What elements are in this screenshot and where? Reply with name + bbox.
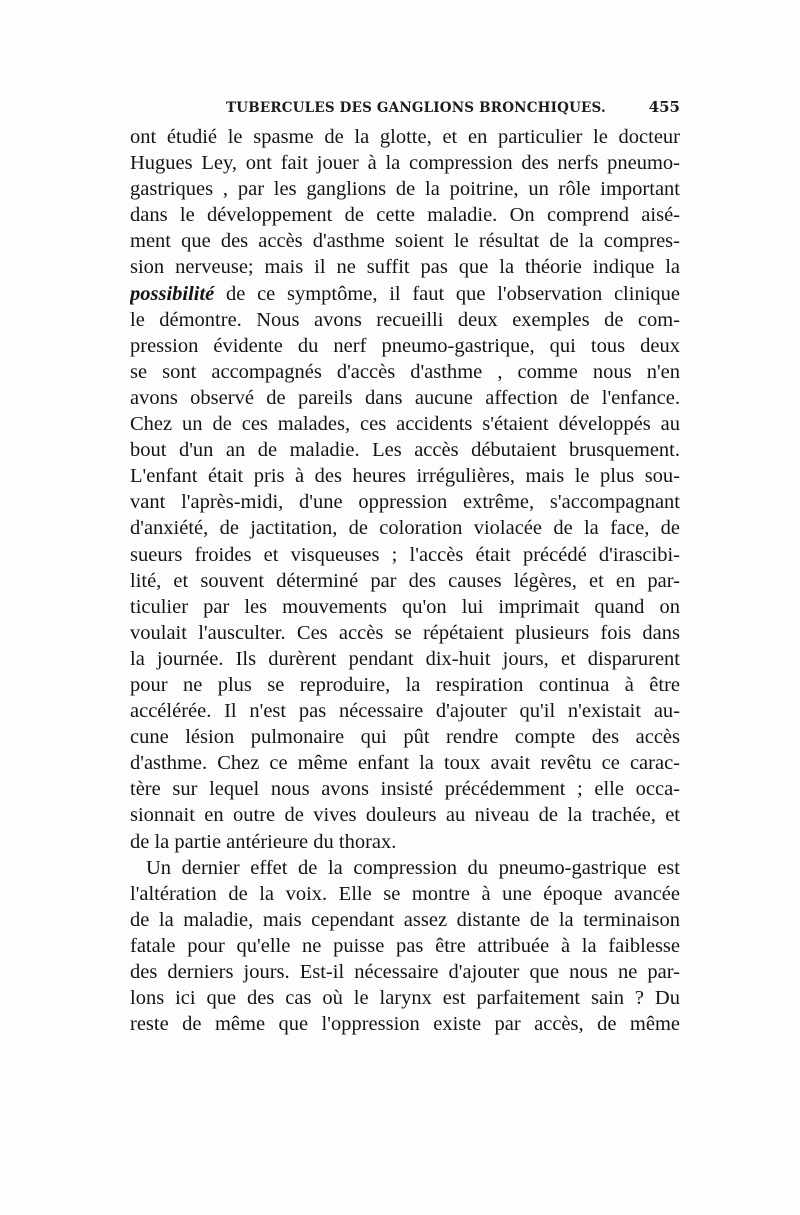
text-line: d'anxiété, de jactitation, de coloration violacée de la face, de <box>130 517 680 540</box>
text-line: cune lésion pulmonaire qui pût rendre compte des accès <box>130 726 680 749</box>
running-head <box>130 96 680 120</box>
text-line <box>130 281 680 307</box>
text-line: bout d'un an de maladie. Les accès débutaient brusquement. <box>130 439 680 462</box>
text-line: sionnait en outre de vives douleurs au niveau de la trachée, et <box>130 804 680 827</box>
text-line: sion nerveuse; mais il ne suffit pas que la théorie indique la <box>130 256 680 279</box>
text-line: des derniers jours. Est-il nécessaire d'ajouter que nous ne par- <box>130 961 680 983</box>
text-line: gastriques , par les ganglions de la poitrine, un rôle important <box>130 178 680 201</box>
text-line: de la maladie, mais cependant assez distante de la terminaison <box>130 908 680 931</box>
text-line: voulait l'ausculter. Ces accès se répétaient plusieurs fois dans <box>130 621 680 644</box>
text-line: reste de même que l'oppression existe par accès, de même <box>130 1013 680 1036</box>
text-line: ment que des accès d'asthme soient le résultat de la compres- <box>130 230 680 253</box>
emphasis-word: possibilité <box>130 282 215 305</box>
text-line: d'asthme. Chez ce même enfant la toux avait revêtu ce carac- <box>130 752 680 775</box>
text-line: Hugues Ley, ont fait jouer à la compression des nerfs pneumo- <box>130 152 680 175</box>
running-head-title: TUBERCULES DES GANGLIONS BRONCHIQUES. <box>226 100 606 116</box>
text-line: lité, et souvent déterminé par des causes légères, et en par- <box>130 569 680 592</box>
text-line: le démontre. Nous avons recueilli deux exemples de com- <box>130 308 680 331</box>
text-line: Un dernier effet de la compression du pneumo-gastrique est <box>146 856 680 879</box>
text-line: fatale pour qu'elle ne puisse pas être attribuée à la faiblesse <box>130 934 680 957</box>
page-number: 455 <box>648 98 680 116</box>
text-line: tère sur lequel nous avons insisté précédemment ; elle occa- <box>130 778 680 801</box>
text-line: Chez un de ces malades, ces accidents s'étaient développés au <box>130 413 680 436</box>
text-line: dans le développement de cette maladie. On comprend aisé- <box>130 204 680 227</box>
text-line: ont étudié le spasme de la glotte, et en particulier le docteur <box>130 126 680 148</box>
text-line-rest: de ce symptôme, il faut que l'observation clinique <box>214 282 680 305</box>
text-line: se sont accompagnés d'accès d'asthme , comme nous n'en <box>130 360 680 383</box>
text-line: ticulier par les mouvements qu'on lui imprimait quand on <box>130 595 680 618</box>
text-line: sueurs froides et visqueuses ; l'accès était précédé d'irascibi- <box>130 543 680 566</box>
text-line: vant l'après-midi, d'une oppression extrême, s'accompagnant <box>130 491 680 514</box>
text-line: L'enfant était pris à des heures irrégulières, mais le plus sou- <box>130 465 680 488</box>
text-line: l'altération de la voix. Elle se montre à une époque avancée <box>130 882 680 905</box>
body-text <box>130 124 680 1037</box>
text-line: lons ici que des cas où le larynx est parfaitement sain ? Du <box>130 987 680 1010</box>
text-line: avons observé de pareils dans aucune affection de l'enfance. <box>130 386 680 409</box>
text-line: pour ne plus se reproduire, la respiration continua à être <box>130 673 680 696</box>
text-line: accélérée. Il n'est pas nécessaire d'ajouter qu'il n'existait au- <box>130 700 680 723</box>
text-line: pression évidente du nerf pneumo-gastrique, qui tous deux <box>130 334 680 357</box>
text-line: de la partie antérieure du thorax. <box>130 830 397 853</box>
text-line: la journée. Ils durèrent pendant dix-huit jours, et disparurent <box>130 647 680 670</box>
